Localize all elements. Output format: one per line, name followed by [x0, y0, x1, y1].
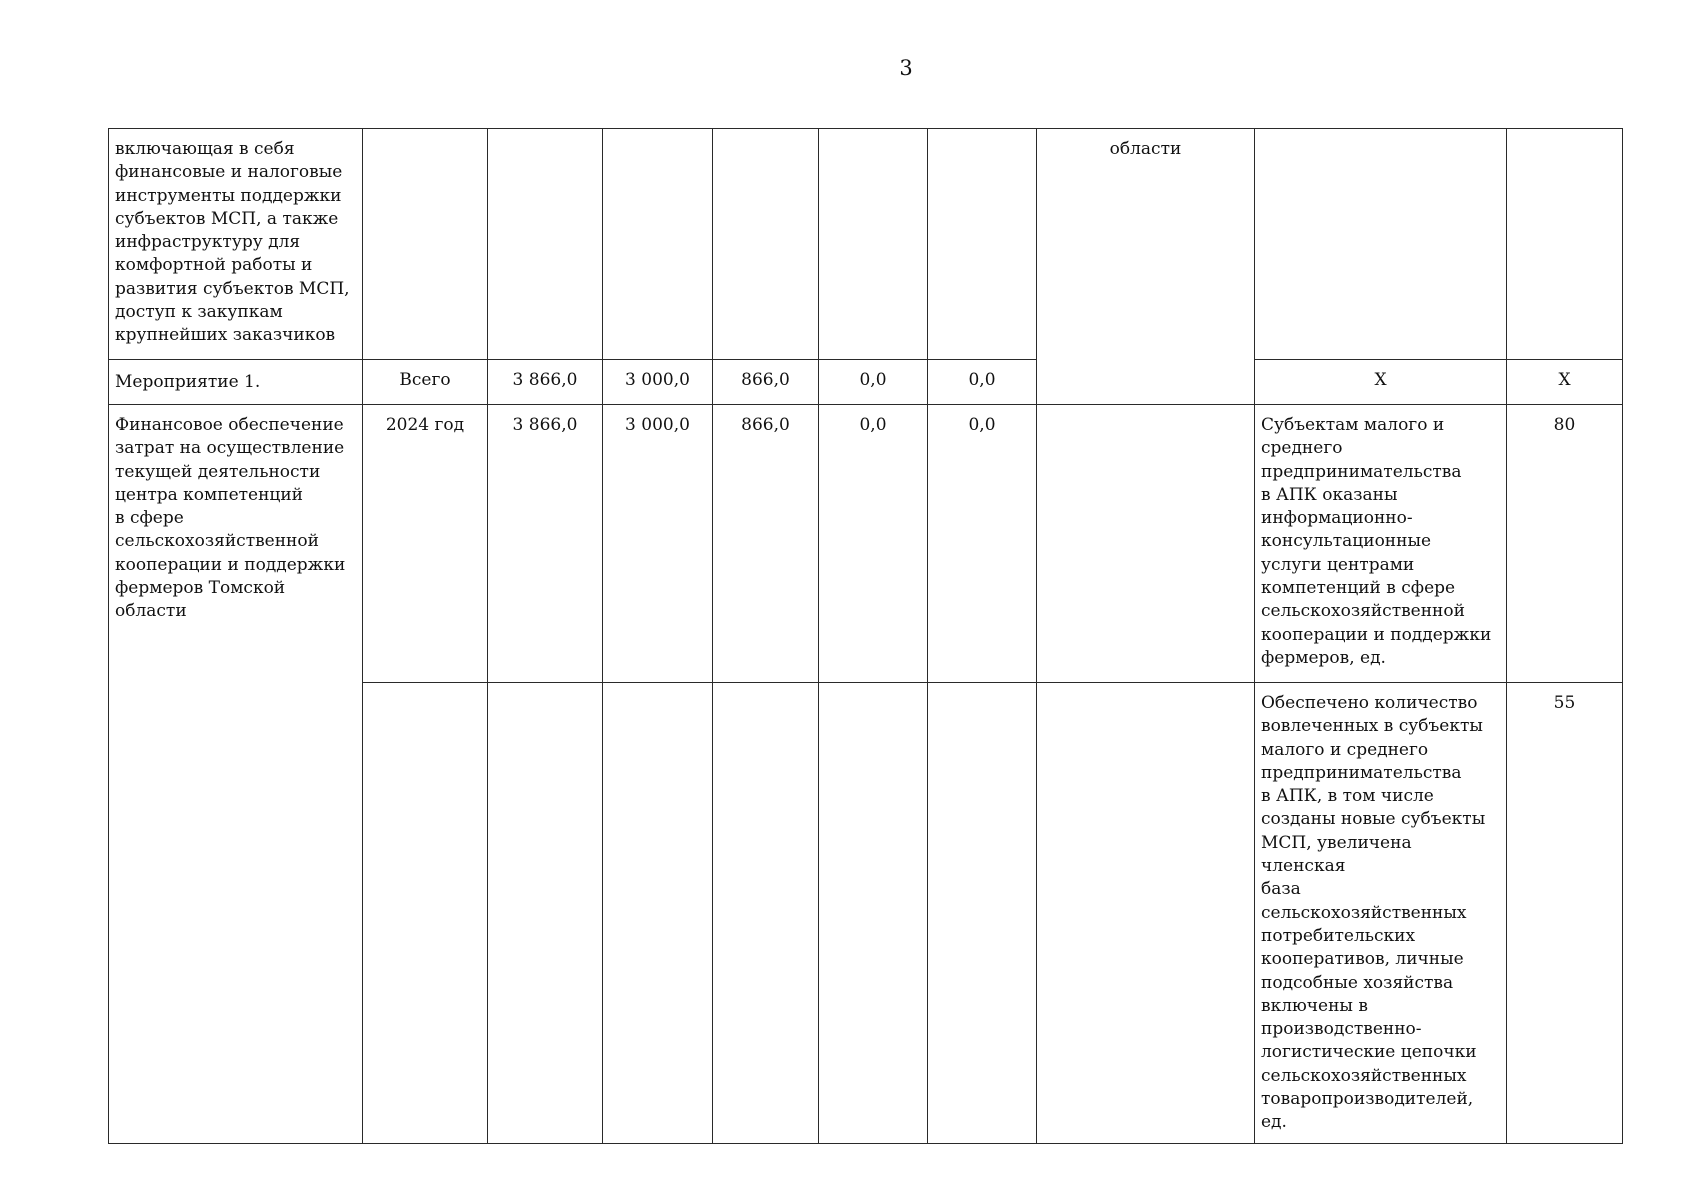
- table-cell: [603, 683, 713, 1144]
- local-cell: [819, 405, 928, 683]
- measures-table: [108, 128, 1623, 1144]
- federal-cell: [603, 360, 713, 405]
- indicator-cell: [1255, 405, 1507, 683]
- regional-cell: [713, 405, 819, 683]
- indicator-value: X: [1558, 370, 1571, 390]
- table-row: [109, 360, 1623, 405]
- local-cell: [819, 360, 928, 405]
- table-cell: [713, 683, 819, 1144]
- page-number: 3: [899, 56, 913, 80]
- extra-cell: [928, 405, 1037, 683]
- period-text: 2024 год: [385, 415, 465, 435]
- executor-cell: [1037, 405, 1255, 683]
- regional-cell: [713, 360, 819, 405]
- table-cell: [363, 129, 488, 360]
- federal-value: 3 000,0: [625, 370, 690, 390]
- table-cell: [819, 129, 928, 360]
- measure-name-cell: [109, 360, 363, 405]
- measure-name-cell: [109, 405, 363, 1144]
- period-cell: [363, 405, 488, 683]
- executor-cell: [1037, 129, 1255, 405]
- indicator-cell: [1255, 360, 1507, 405]
- indicator-text: Обеспечено количество вовлеченных в субъекты малого и среднего предпринимательства в АПК, в том числе созданы новые субъекты МСП, увеличена членская база сельскохозяйственных потребительских кооперативов, личные подсобные хозяйства включены в производственно- логистические цепочки сельскохозяйственных товаропроизводителей, ед.: [1261, 693, 1486, 1133]
- table-cell: [488, 683, 603, 1144]
- indicator-cell: [1255, 683, 1507, 1144]
- local-value: 0,0: [859, 370, 887, 390]
- measure-name: Мероприятие 1.: [115, 371, 261, 392]
- table-cell: [928, 683, 1037, 1144]
- table-cell: [819, 683, 928, 1144]
- table-row: [109, 405, 1623, 683]
- total-cell: [488, 405, 603, 683]
- local-value: 0,0: [859, 415, 887, 435]
- table-cell: [109, 129, 363, 360]
- indicator-text: Субъектам малого и среднего предпринимательства в АПК оказаны информационно- консультационные услуги центрами компетенций в сфере сельскохозяйственной кооперации и поддержки фермеров, ед.: [1261, 415, 1492, 668]
- row-description: включающая в себя финансовые и налоговые инструменты поддержки субъектов МСП, а также инфраструктуру для комфортной работы и развития субъектов МСП, доступ к закупкам крупнейших заказчиков: [115, 139, 350, 346]
- table-cell: [488, 129, 603, 360]
- executor-text: области: [1109, 139, 1182, 159]
- total-value: 3 866,0: [512, 370, 578, 390]
- period-text: Всего: [399, 370, 451, 390]
- total-cell: [488, 360, 603, 405]
- federal-value: 3 000,0: [625, 415, 690, 435]
- table-row: [109, 129, 1623, 360]
- table-cell: [363, 683, 488, 1144]
- indicator-text: X: [1374, 370, 1387, 390]
- regional-value: 866,0: [741, 370, 790, 390]
- extra-value: 0,0: [968, 415, 996, 435]
- measure-description: Финансовое обеспечение затрат на осуществление текущей деятельности центра компетенций в сфере сельскохозяйственной кооперации и поддержки фермеров Томской области: [115, 415, 346, 622]
- total-value: 3 866,0: [512, 415, 578, 435]
- extra-value: 0,0: [968, 370, 996, 390]
- table-cell: [1255, 129, 1507, 360]
- value-cell: [1507, 683, 1623, 1144]
- table-cell: [1507, 129, 1623, 360]
- indicator-value: 55: [1553, 693, 1576, 713]
- value-cell: [1507, 360, 1623, 405]
- table-cell: [928, 129, 1037, 360]
- period-cell: [363, 360, 488, 405]
- indicator-value: 80: [1553, 415, 1576, 435]
- table-cell: [1037, 683, 1255, 1144]
- federal-cell: [603, 405, 713, 683]
- table-cell: [713, 129, 819, 360]
- value-cell: [1507, 405, 1623, 683]
- regional-value: 866,0: [741, 415, 790, 435]
- extra-cell: [928, 360, 1037, 405]
- table-cell: [603, 129, 713, 360]
